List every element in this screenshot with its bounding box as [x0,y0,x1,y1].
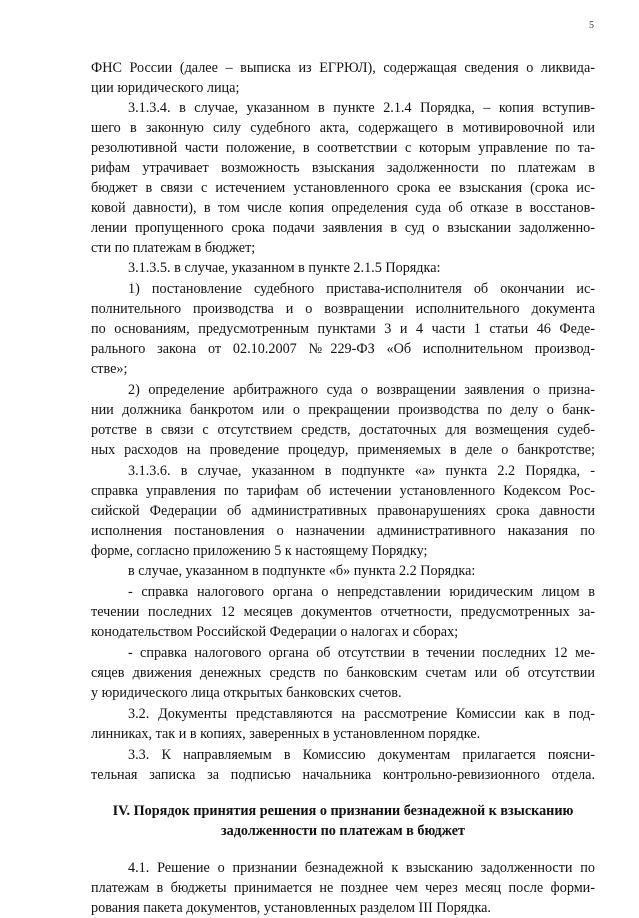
paragraph-line: форме, согласно приложению 5 к настоящему Порядку; [91,543,428,559]
paragraph-line: рования пакета документов, установленных разделом III Порядка. [91,900,491,916]
page-number: 5 [589,20,594,31]
section-heading-line: IV. Порядок принятия решения о признании безнадежной к взысканию [112,803,574,819]
paragraph-line: сти по платежам в бюджет; [91,240,256,256]
paragraph-line: бюджет в связи с истечением установленного срока ее взыскания (срока ис- [91,180,595,196]
paragraph-line: стве»; [91,361,128,377]
paragraph-line: 3.1.3.5. в случае, указанном в пункте 2.1.5 Порядка: [128,260,441,276]
paragraph-line: ции юридического лица; [91,80,240,96]
paragraph-line: 3.2. Документы представляются на рассмотрение Комиссии как в под- [128,706,595,722]
paragraph-line: рифам утрачивает возможность взыскания задолженности по платежам в [91,160,595,176]
paragraph-line: тельная записка за подписью начальника контрольно-ревизионного отдела. [91,767,595,783]
paragraph-line: полнительного производства и о возвращении исполнительного документа [91,301,595,317]
paragraph-line: справка управления по тарифам об истечении установленного Кодексом Рос- [91,483,595,499]
paragraph-line: 4.1. Решение о признании безнадежной к взысканию задолженности по [128,860,595,876]
paragraph-line: 3.1.3.4. в случае, указанном в пункте 2.1.4 Порядка, – копия вступив- [128,100,595,116]
paragraph-line: 3.3. К направляемым в Комиссию документам прилагается поясни- [128,747,595,763]
paragraph-line: - справка налогового органа о непредставлении юридическим лицом в [128,584,595,600]
paragraph-line: 1) постановление судебного пристава-исполнителя об окончании ис- [128,281,595,297]
paragraph-line: рального закона от 02.10.2007 №229-ФЗ «Об исполнительном производ- [91,341,595,357]
paragraph-line: ротстве в связи с отсутствием средств, достаточных для возмещения судеб- [91,422,595,438]
paragraph-line: исполнения постановления о назначении административного наказания по [91,523,595,539]
paragraph-line: лении пропущенного срока подачи заявления в суд о взыскании задолженно- [91,220,595,236]
paragraph-line: конодательством Российской Федерации о налогах и сборах; [91,624,459,640]
paragraph-line: шего в законную силу судебного акта, содержащего в мотивировочной или [91,120,595,136]
paragraph-line: у юридического лица открытых банковских счетов. [91,685,402,701]
section-heading-line: задолженности по платежам в бюджет [220,823,466,839]
paragraph-line: ковой давности), в том числе копия определения суда об отказе в восстанов- [91,200,595,216]
paragraph-line: 3.1.3.6. в случае, указанном в подпункте «а» пункта 2.2 Порядка, - [128,463,595,479]
paragraph-line: ФНС России (далее – выписка из ЕГРЮЛ), содержащая сведения о ликвида- [91,60,595,76]
paragraph-line: сяцев движения денежных средств по банковским счетам или об отсутствии [91,665,595,681]
paragraph-line: в случае, указанном в подпункте «б» пункта 2.2 Порядка: [128,563,476,579]
paragraph-line: нии должника банкротом или о прекращении производства по делу о банк- [91,402,595,418]
paragraph-line: по основаниям, предусмотренным пунктами 3 и 4 части 1 статьи 46 Феде- [91,321,595,337]
paragraph-line: ных расходов на проведение процедур, применяемых в деле о банкротстве; [91,442,595,458]
paragraph-line: сийской Федерации об административных правонарушениях срока давности [91,503,595,519]
paragraph-line: линниках, так и в копиях, заверенных в установленном порядке. [91,726,481,742]
paragraph-line: течении последних 12 месяцев документов отчетности, предусмотренных за- [91,604,595,620]
paragraph-line: - справка налогового органа об отсутствии в течении последних 12 ме- [128,645,595,661]
paragraph-line: 2) определение арбитражного суда о возвращении заявления о призна- [128,382,595,398]
paragraph-line: платежам в бюджеты принимается не позднее чем через месяц после форми- [91,880,595,896]
paragraph-line: резолютивной части положение, в соответствии с которым управление по та- [91,140,595,156]
